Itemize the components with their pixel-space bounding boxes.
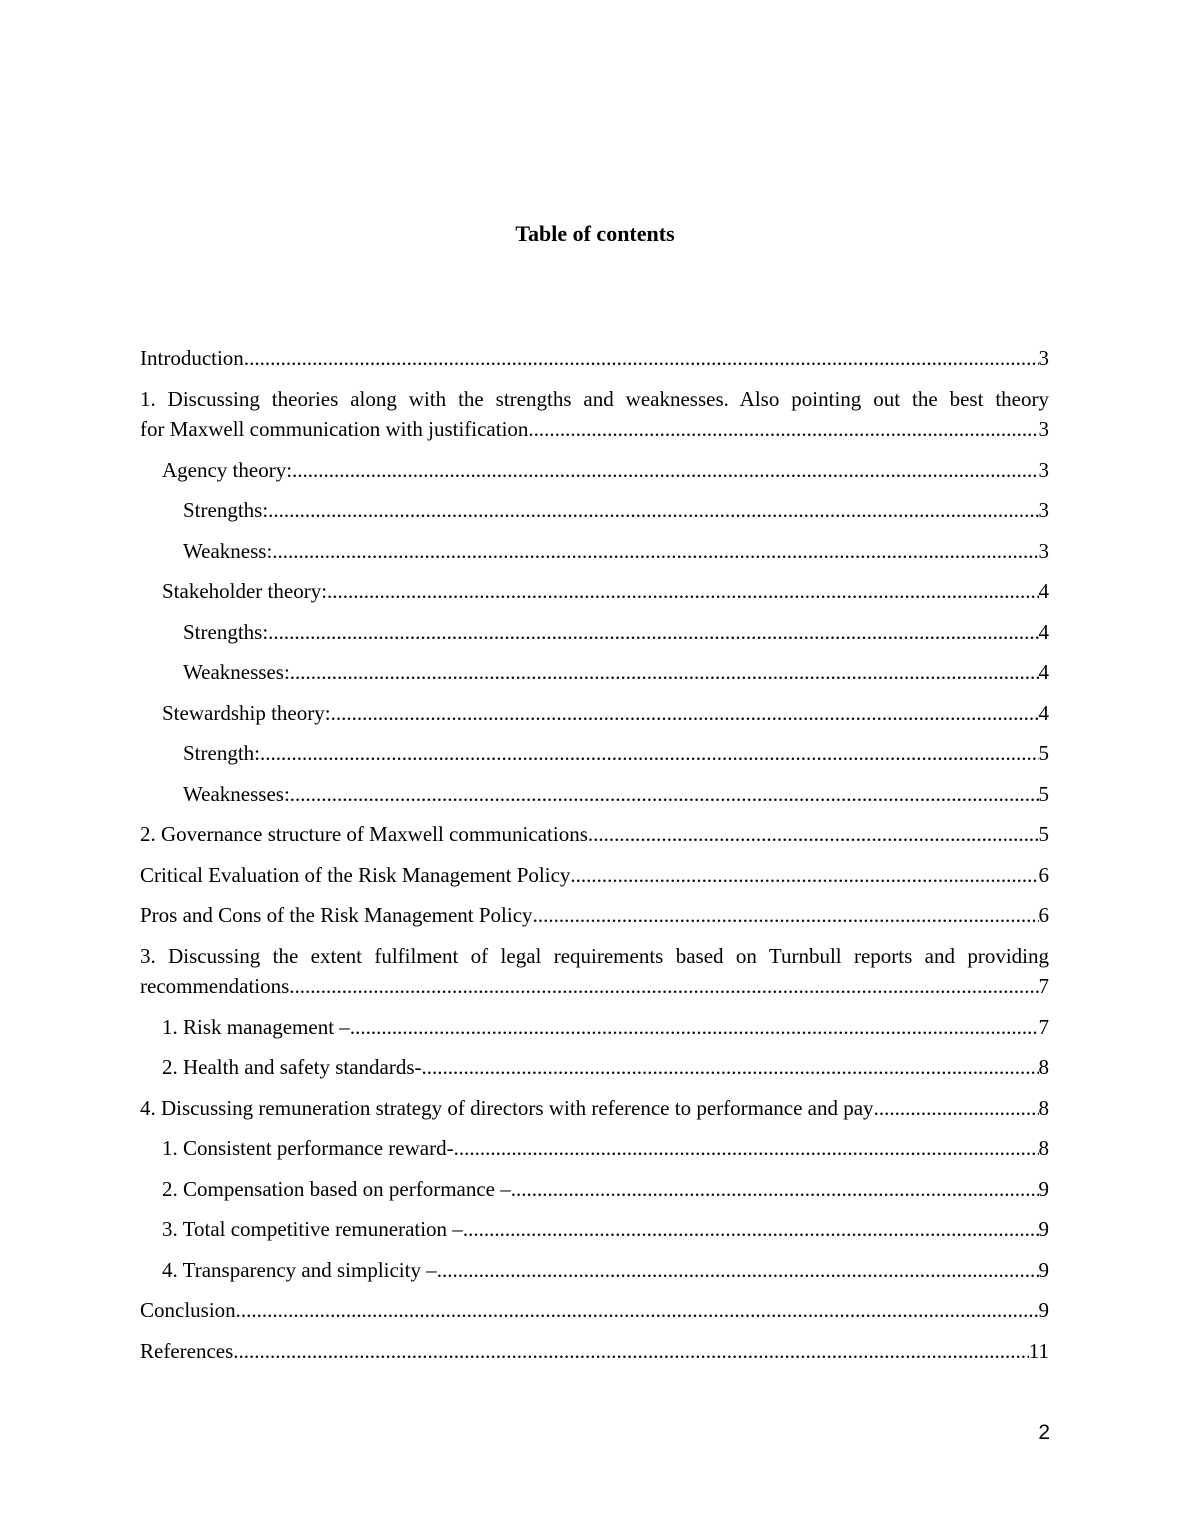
toc-dot-leader: [454, 1133, 1039, 1164]
toc-page-number: 4: [1038, 619, 1049, 644]
toc-page-number: 6: [1038, 862, 1049, 887]
toc-page-number: 6: [1038, 903, 1049, 927]
table-of-contents: [140, 343, 1049, 1376]
toc-page-number: 3: [1038, 346, 1049, 370]
toc-entry[interactable]: [140, 779, 1049, 810]
toc-dot-leader: [463, 1214, 1039, 1245]
toc-entry-label: for Maxwell communication with justification: [140, 417, 529, 441]
toc-entry-label: 3. Total competitive remuneration –: [162, 1217, 463, 1241]
toc-entry[interactable]: [140, 384, 1049, 445]
toc-entry-label: Strengths:: [183, 619, 269, 644]
toc-entry-label: 2. Health and safety standards-: [162, 1055, 422, 1079]
toc-entry-label: Agency theory:: [162, 457, 293, 482]
toc-page-number: 8: [1038, 1055, 1049, 1079]
toc-entry-label-line-1: 3. Discussing the extent fulfilment of legal requirements based on Turnbull reports and providing: [140, 943, 1049, 968]
toc-dot-leader: [350, 1012, 1039, 1043]
toc-entry[interactable]: [140, 1174, 1049, 1205]
toc-entry[interactable]: [140, 941, 1049, 1002]
toc-entry[interactable]: [140, 819, 1049, 850]
toc-entry-label: 1. Consistent performance reward-: [162, 1136, 454, 1160]
toc-entry-label: Critical Evaluation of the Risk Management Policy: [140, 862, 571, 887]
toc-entry[interactable]: [140, 698, 1049, 729]
toc-entry-label: Introduction: [140, 346, 244, 370]
toc-page-number: 11: [1028, 1338, 1049, 1363]
toc-dot-leader: [244, 343, 1039, 374]
toc-dot-leader: [437, 1255, 1039, 1286]
toc-dot-leader: [268, 495, 1038, 526]
toc-entry-label: 4. Transparency and simplicity –: [162, 1257, 437, 1282]
toc-dot-leader: [290, 657, 1039, 688]
toc-dot-leader: [327, 576, 1038, 607]
toc-page-number: 5: [1038, 741, 1049, 765]
toc-entry-label: Strength:: [183, 741, 260, 765]
toc-entry-label: 2. Compensation based on performance –: [162, 1176, 511, 1201]
toc-page-number: 7: [1038, 1014, 1049, 1039]
toc-page-number: 4: [1038, 579, 1049, 603]
toc-entry-label: Weaknesses:: [183, 660, 290, 684]
page-number: 2: [1038, 1421, 1050, 1444]
toc-page-number: 7: [1038, 974, 1049, 998]
toc-entry-label: 4. Discussing remuneration strategy of directors with reference to performance and pay: [140, 1095, 874, 1120]
toc-dot-leader: [268, 617, 1038, 648]
toc-entry-label: Weaknesses:: [183, 781, 290, 806]
toc-dot-leader: [511, 1174, 1039, 1205]
toc-entry[interactable]: [140, 738, 1049, 769]
toc-entry-label: References: [140, 1338, 234, 1363]
toc-dot-leader: [533, 900, 1039, 931]
toc-entry[interactable]: [140, 900, 1049, 931]
toc-entry[interactable]: [140, 576, 1049, 607]
toc-dot-leader: [422, 1052, 1039, 1083]
toc-entry-label: Pros and Cons of the Risk Management Policy: [140, 903, 533, 927]
toc-page-number: 5: [1038, 822, 1049, 846]
toc-page-number: 9: [1038, 1257, 1049, 1282]
toc-entry-label: Weakness:: [183, 538, 273, 563]
toc-entry[interactable]: [140, 860, 1049, 891]
toc-entry[interactable]: [140, 1214, 1049, 1245]
toc-entry[interactable]: [140, 455, 1049, 486]
toc-entry-label: Stakeholder theory:: [162, 579, 328, 603]
toc-entry[interactable]: [140, 1012, 1049, 1043]
toc-dot-leader: [236, 1295, 1039, 1326]
toc-page-number: 3: [1038, 457, 1049, 482]
toc-dot-leader: [588, 819, 1039, 850]
toc-entry[interactable]: [140, 343, 1049, 374]
toc-entry-label: Conclusion: [140, 1298, 236, 1322]
toc-entry[interactable]: [140, 657, 1049, 688]
toc-dot-leader: [272, 536, 1038, 567]
toc-dot-leader: [528, 414, 1038, 445]
toc-dot-leader: [289, 971, 1038, 1002]
toc-entry-label-line-1: 1. Discussing theories along with the strengths and weaknesses. Also pointing out the best theory: [140, 386, 1049, 411]
toc-page-number: 4: [1038, 700, 1049, 725]
toc-entry-label: 1. Risk management –: [162, 1014, 350, 1039]
toc-entry[interactable]: [140, 1052, 1049, 1083]
toc-entry[interactable]: [140, 1336, 1049, 1367]
toc-entry-label: Strengths:: [183, 498, 269, 522]
toc-page-number: 8: [1038, 1136, 1049, 1160]
toc-entry[interactable]: [140, 495, 1049, 526]
toc-entry[interactable]: [140, 1133, 1049, 1164]
toc-entry[interactable]: [140, 617, 1049, 648]
toc-dot-leader: [233, 1336, 1028, 1367]
toc-entry[interactable]: [140, 536, 1049, 567]
toc-page-number: 4: [1038, 660, 1049, 684]
toc-dot-leader: [331, 698, 1039, 729]
toc-page-number: 8: [1038, 1095, 1049, 1120]
toc-entry-label: Stewardship theory:: [162, 700, 331, 725]
toc-dot-leader: [570, 860, 1038, 891]
toc-page-number: 3: [1038, 417, 1049, 441]
toc-dot-leader: [292, 455, 1038, 486]
toc-entry[interactable]: [140, 1093, 1049, 1124]
toc-page-number: 9: [1038, 1298, 1049, 1322]
toc-page-number: 5: [1038, 781, 1049, 806]
toc-page-number: 3: [1038, 498, 1049, 522]
toc-entry[interactable]: [140, 1255, 1049, 1286]
toc-dot-leader: [290, 779, 1039, 810]
toc-entry-label: 2. Governance structure of Maxwell communications: [140, 822, 588, 846]
toc-page-number: 3: [1038, 538, 1049, 563]
toc-dot-leader: [260, 738, 1039, 769]
toc-entry-label: recommendations: [140, 974, 290, 998]
page-title: Table of contents: [515, 221, 675, 246]
toc-entry[interactable]: [140, 1295, 1049, 1326]
toc-page-number: 9: [1038, 1217, 1049, 1241]
toc-dot-leader: [874, 1093, 1039, 1124]
toc-page-number: 9: [1038, 1176, 1049, 1201]
